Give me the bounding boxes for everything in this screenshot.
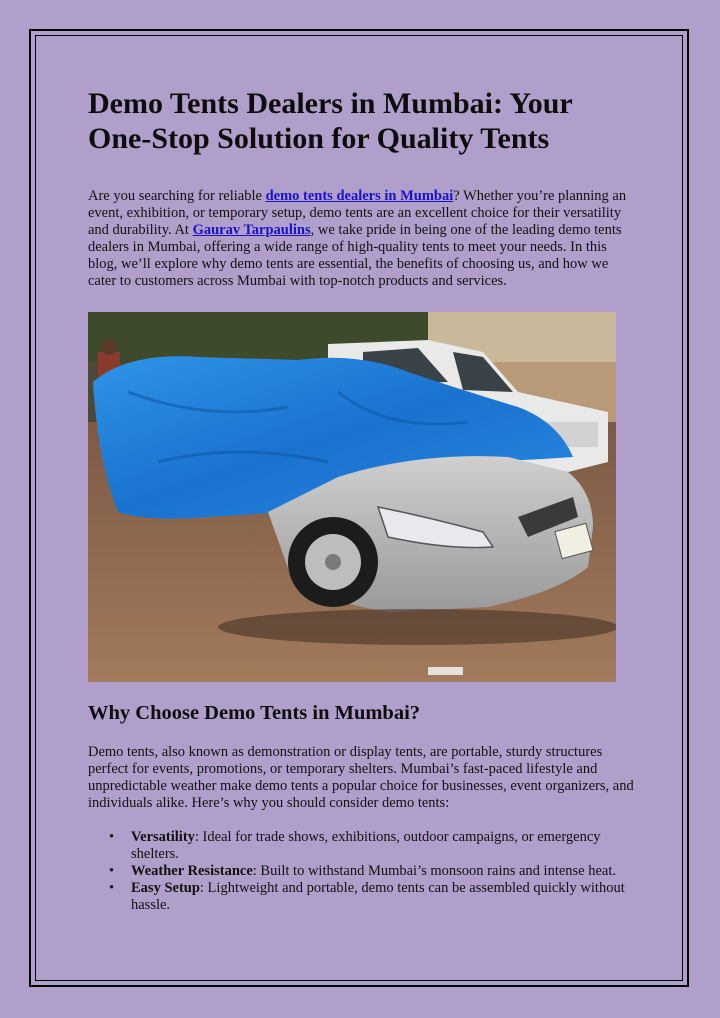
list-item — [109, 863, 634, 880]
intro-text-2: ? Whether you’re planning an event, exhibition, or temporary setup, demo tents are an excellent choice for their versatility and durability. At — [88, 188, 627, 238]
page-title: Demo Tents Dealers in Mumbai: Your One-Stop Solution for Quality Tents — [88, 87, 573, 155]
intro-text-3: , we take pride in being one of the leading demo tents dealers in Mumbai, offering a wide range of high-quality tents to meet your needs. In this blog, we’ll explore why demo tents are essential, the benefits of choosing us, and how we cater to customers across Mumbai with top-notch products and services. — [88, 222, 622, 289]
section-heading: Why Choose Demo Tents in Mumbai? — [88, 702, 421, 724]
list-item-desc: : Ideal for trade shows, exhibitions, outdoor campaigns, or emergency shelters. — [131, 829, 601, 862]
intro-paragraph — [88, 188, 634, 290]
list-item-desc: : Lightweight and portable, demo tents can be assembled quickly without hassle. — [131, 880, 625, 913]
list-item — [109, 829, 634, 863]
section-paragraph: Demo tents, also known as demonstration or display tents, are portable, sturdy structures perfect for events, promotions, or temporary shelters. Mumbai’s fast-paced lifestyle and unpredictable weather make demo tents a popular choice for businesses, event organizers, and individuals alike. Here’s why you should consider demo tents: — [88, 744, 634, 811]
list-item-term: Weather Resistance — [131, 863, 253, 879]
intro-text-1: Are you searching for reliable — [88, 188, 266, 204]
list-item-term: Versatility — [131, 829, 195, 845]
list-item — [109, 880, 634, 914]
list-item-term: Easy Setup — [131, 880, 200, 896]
car-covered-with-blue-tarpaulin-photo-icon — [88, 312, 616, 682]
document-body — [88, 86, 634, 914]
car-cover-photo — [88, 312, 616, 682]
bullet-icon: • — [109, 880, 115, 896]
demo-tents-dealers-link[interactable]: demo tents dealers in Mumbai — [265, 188, 454, 204]
gaurav-tarpaulins-link[interactable]: Gaurav Tarpaulins — [192, 222, 311, 238]
list-item-desc: : Built to withstand Mumbai’s monsoon rains and intense heat. — [252, 863, 617, 879]
benefits-list — [88, 829, 634, 914]
bullet-icon: • — [109, 863, 115, 879]
bullet-icon: • — [109, 829, 115, 845]
